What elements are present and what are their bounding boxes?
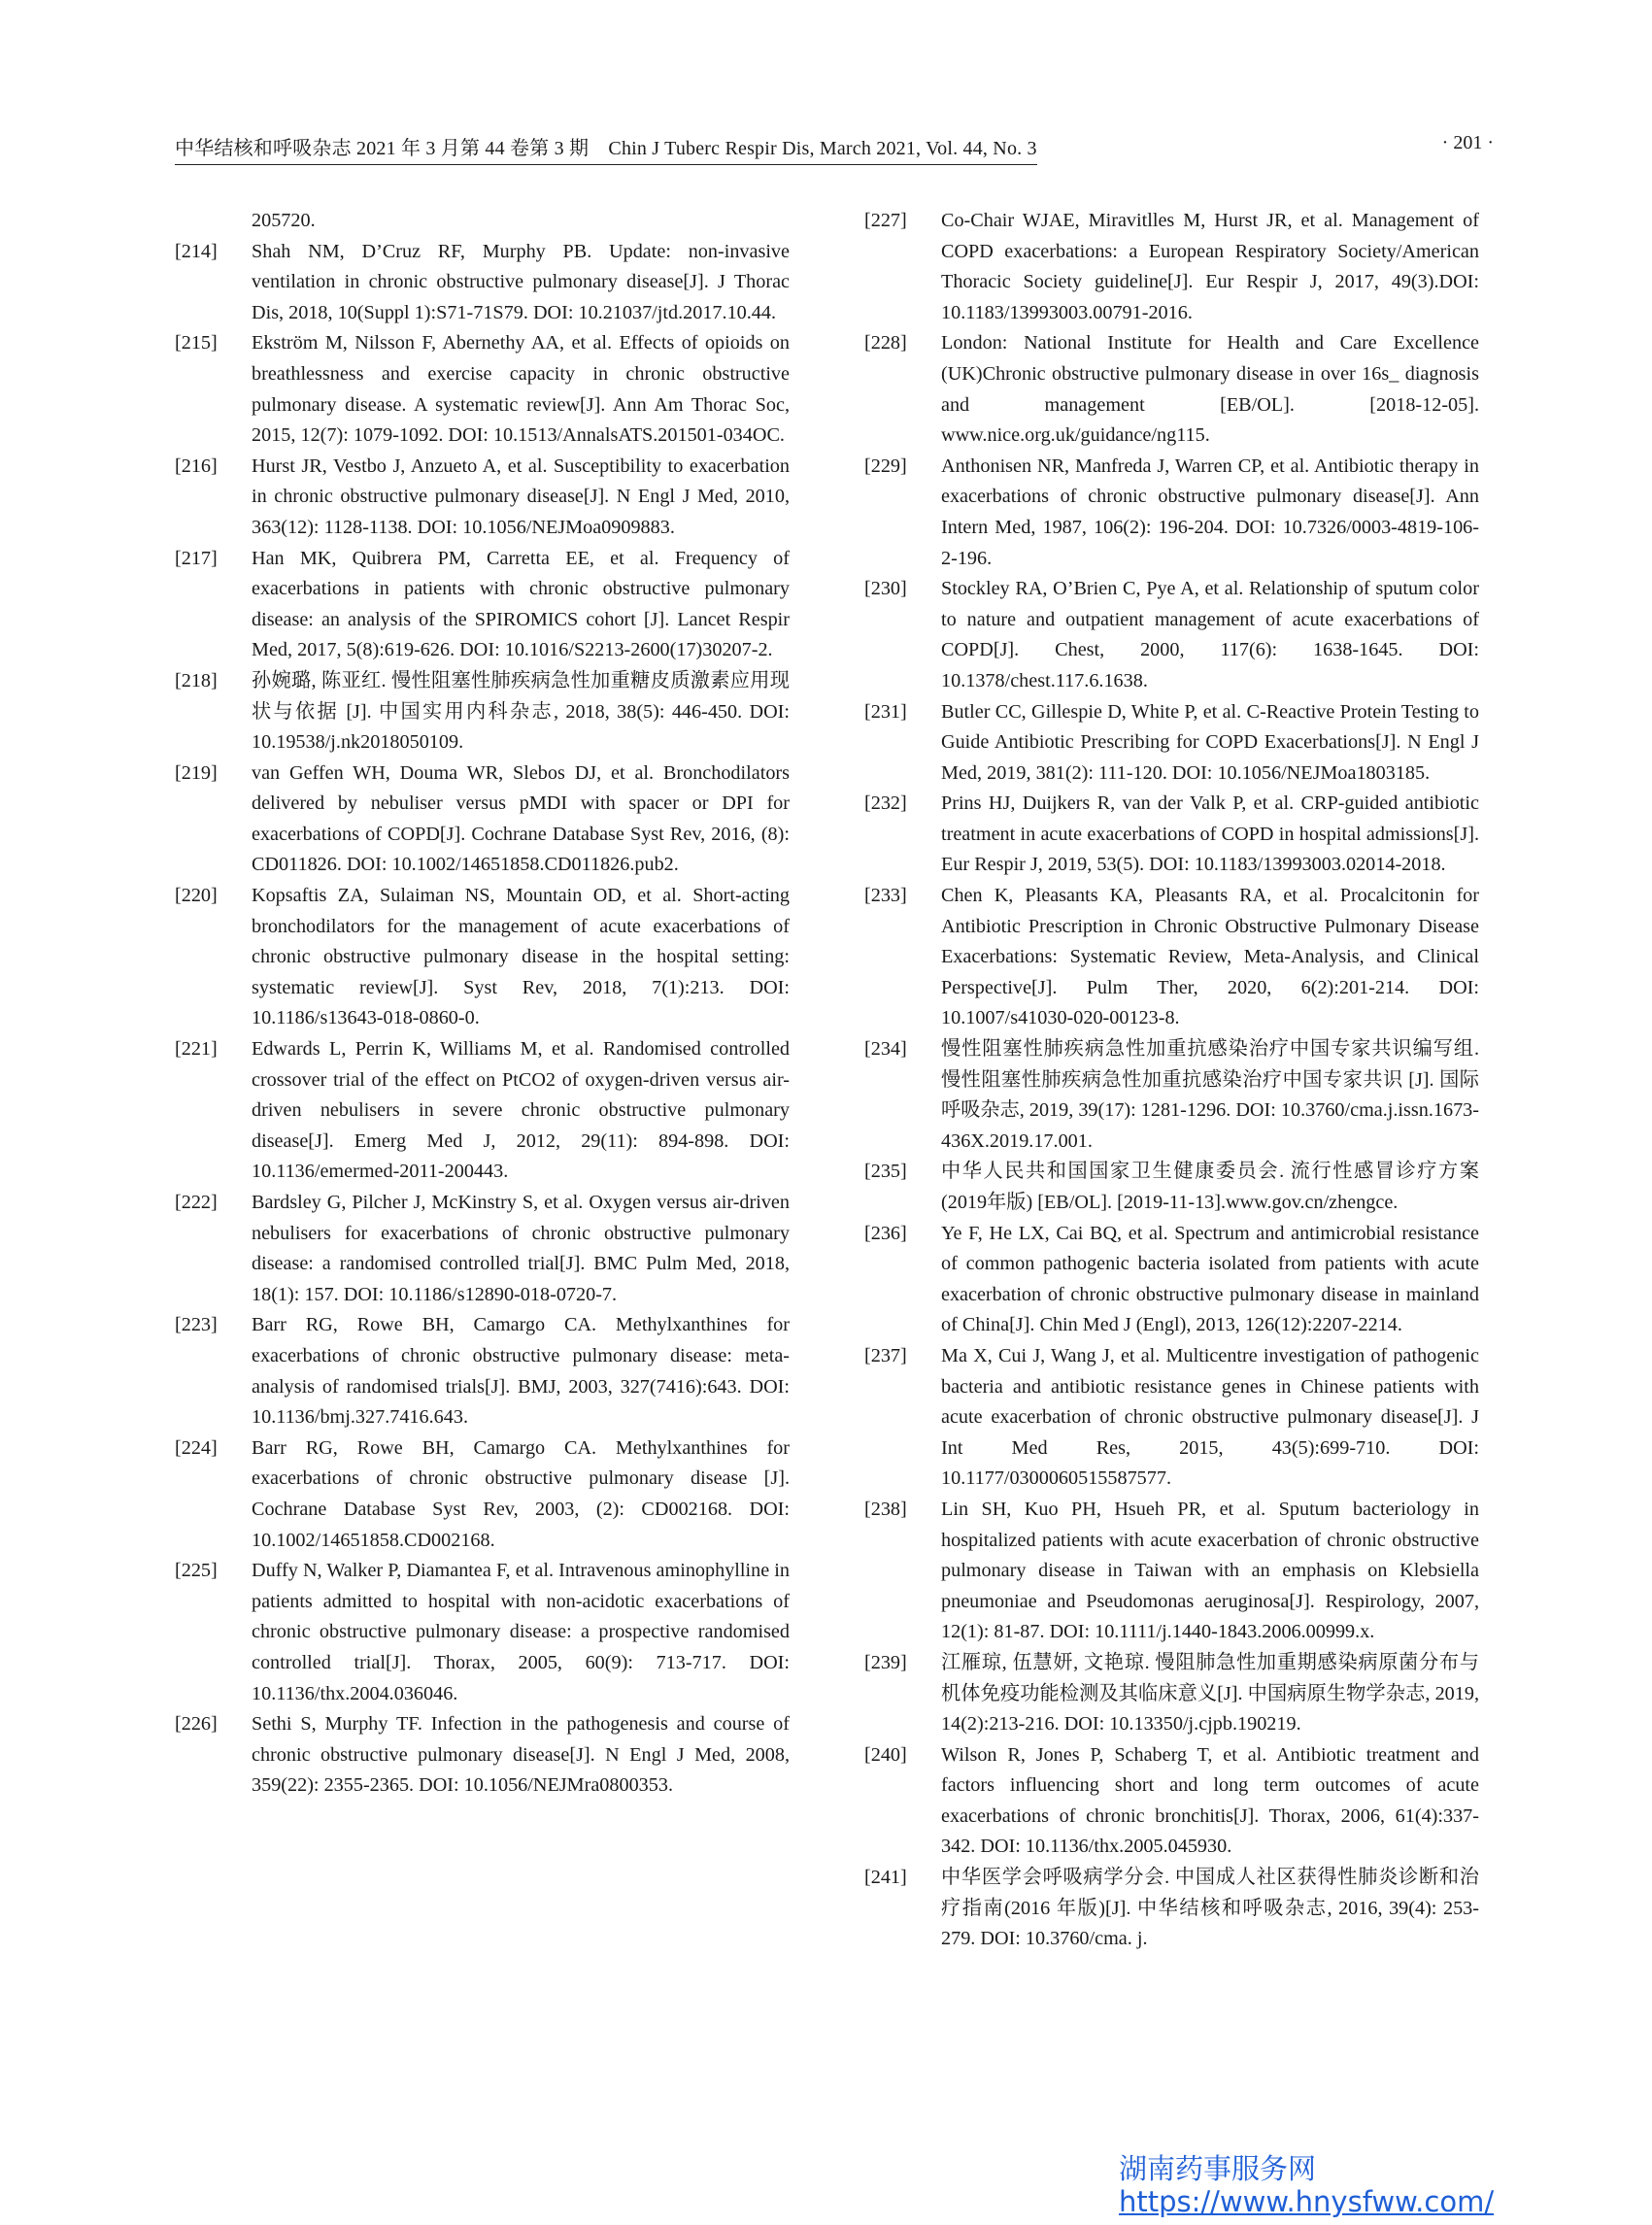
reference-number: [216] (175, 455, 218, 477)
reference-item (175, 1709, 790, 1802)
reference-item (864, 1034, 1479, 1157)
reference-text: Ye F, He LX, Cai BQ, et al. Spectrum and antimicrobial resistance of common pathogenic bacteria isolated from patients with acute exacerbation of chronic obstructive pulmonary disease in mainland of China[J]. Chin Med J (Engl), 2013, 126(12):2207-2214. (941, 1222, 1479, 1336)
reference-text: Ma X, Cui J, Wang J, et al. Multicentre investigation of pathogenic bacteria and antibiotic resistance genes in Chinese patients with acute exacerbation of chronic obstructive pulmonary disease[J]. J Int Med Res, 2015, 43(5):699-710. DOI: 10.1177/0300060515587577. (941, 1344, 1479, 1490)
reference-number: [239] (864, 1651, 907, 1673)
reference-text: Barr RG, Rowe BH, Camargo CA. Methylxanthines for exacerbations of chronic obstructive pulmonary disease [J]. Cochrane Database Syst Rev, 2003, (2): CD002168. DOI: 10.1002/14651858.CD002168. (252, 1436, 790, 1551)
reference-text: Co-Chair WJAE, Miravitlles M, Hurst JR, et al. Management of COPD exacerbations: a European Respiratory Society/American Thoracic Society guideline[J]. Eur Respir J, 2017, 49(3).DOI: 10.1183/13993003.00791-2016. (941, 210, 1479, 323)
reference-item (175, 881, 790, 1034)
reference-item (175, 328, 790, 451)
reference-continuation: 205720. (252, 210, 316, 231)
reference-text: 慢性阻塞性肺疾病急性加重抗感染治疗中国专家共识编写组. 慢性阻塞性肺疾病急性加重抗感染治疗中国专家共识 [J]. 国际呼吸杂志, 2019, 39(17): 1281-1296. DOI: 10.3760/cma.j.issn.1673-436X.2019.17.001. (941, 1038, 1479, 1152)
reference-item (175, 1556, 790, 1709)
reference-item (175, 544, 790, 666)
reference-number: [227] (864, 210, 907, 231)
reference-text: Hurst JR, Vestbo J, Anzueto A, et al. Susceptibility to exacerbation in chronic obstructive pulmonary disease[J]. N Engl J Med, 2010, 363(12): 1128-1138. DOI: 10.1056/NEJMoa0909883. (252, 455, 790, 538)
reference-item (864, 206, 1479, 328)
reference-text: Sethi S, Murphy TF. Infection in the pathogenesis and course of chronic obstructive pulmonary disease[J]. N Engl J Med, 2008, 359(22): 2355-2365. DOI: 10.1056/NEJMra0800353. (252, 1713, 790, 1797)
reference-number: [232] (864, 792, 907, 815)
site-watermark (1119, 2152, 1507, 2218)
reference-text: Wilson R, Jones P, Schaberg T, et al. Antibiotic treatment and factors influencing short and long term outcomes of acute exacerbations of chronic bronchitis[J]. Thorax, 2006, 61(4):337-342. DOI: 10.1136/thx.2005.045930. (941, 1743, 1479, 1858)
reference-item (864, 1740, 1479, 1863)
reference-number: [214] (175, 240, 218, 262)
reference-number: [240] (864, 1743, 907, 1766)
reference-number: [229] (864, 455, 907, 477)
reference-text: Bardsley G, Pilcher J, McKinstry S, et al. Oxygen versus air-driven nebulisers for exacerbations of chronic obstructive pulmonary disease: a randomised controlled trial[J]. BMC Pulm Med, 2018, 18(1): 157. DOI: 10.1186/s12890-018-0720-7. (252, 1192, 790, 1305)
reference-item (864, 574, 1479, 696)
reference-item (864, 1341, 1479, 1495)
reference-text: Barr RG, Rowe BH, Camargo CA. Methylxanthines for exacerbations of chronic obstructive pulmonary disease: meta-analysis of randomised trials[J]. BMJ, 2003, 327(7416):643. DOI: 10.1136/bmj.327.7416.643. (252, 1314, 790, 1429)
reference-item (864, 1219, 1479, 1341)
right-reference-column (864, 206, 1479, 1955)
reference-text: Prins HJ, Duijkers R, van der Valk P, et al. CRP-guided antibiotic treatment in acute exacerbations of COPD in hospital admissions[J]. Eur Respir J, 2019, 53(5). DOI: 10.1183/13993003.02014-2018. (941, 792, 1479, 876)
journal-header: 中华结核和呼吸杂志 2021 年 3 月第 44 卷第 3 期 Chin J Tuberc Respir Dis, March 2021, Vol. 44, No. 3 (175, 132, 1037, 165)
reference-item (175, 1188, 790, 1310)
reference-text: London: National Institute for Health and Care Excellence (UK)Chronic obstructive pulmonary disease in over 16s_ diagnosis and management [EB/OL]. [2018-12-05]. www.nice.org.uk/guidance/ng115. (941, 332, 1479, 447)
reference-text: Lin SH, Kuo PH, Hsueh PR, et al. Sputum bacteriology in hospitalized patients with acute exacerbation of chronic obstructive pulmonary disease in Taiwan with an emphasis on Klebsiella pneumoniae and Pseudomonas aeruginosa[J]. Respirology, 2007, 12(1): 81-87. DOI: 10.1111/j.1440-1843.2006.00999.x. (941, 1498, 1479, 1643)
reference-number: [234] (864, 1038, 907, 1061)
reference-item (864, 1648, 1479, 1740)
reference-number: [233] (864, 885, 907, 907)
right-reference-list (864, 206, 1479, 1955)
reference-number: [237] (864, 1344, 907, 1366)
reference-item (864, 1495, 1479, 1648)
reference-number: [215] (175, 332, 218, 354)
reference-number: [235] (864, 1161, 907, 1183)
reference-number: [217] (175, 547, 218, 569)
reference-text: Duffy N, Walker P, Diamantea F, et al. Intravenous aminophylline in patients admitted to hospital with non-acidotic exacerbations of chronic obstructive pulmonary disease: a prospective randomised controlled trial[J]. Thorax, 2005, 60(9): 713-717. DOI: 10.1136/thx.2004.036046. (252, 1560, 790, 1704)
reference-number: [228] (864, 332, 907, 354)
reference-text: Edwards L, Perrin K, Williams M, et al. Randomised controlled crossover trial of the effect on PtCO2 of oxygen-driven versus air-driven nebulisers in severe chronic obstructive pulmonary disease[J]. Emerg Med J, 2012, 29(11): 894-898. DOI: 10.1136/emermed-2011-200443. (252, 1038, 790, 1183)
reference-item (864, 789, 1479, 881)
reference-number: [221] (175, 1038, 218, 1061)
reference-item (175, 1310, 790, 1433)
reference-item (175, 1433, 790, 1556)
reference-item (175, 237, 790, 329)
reference-number: [220] (175, 885, 218, 907)
reference-item (175, 452, 790, 544)
reference-item (864, 697, 1479, 790)
reference-text: 中华医学会呼吸病学分会. 中国成人社区获得性肺炎诊断和治疗指南(2016 年版)[J]. 中华结核和呼吸杂志, 2016, 39(4): 253-279. DOI: 10.3760/cma. j. (941, 1867, 1479, 1950)
reference-text: Ekström M, Nilsson F, Abernethy AA, et al. Effects of opioids on breathlessness and exercise capacity in chronic obstructive pulmonary disease. A systematic review[J]. Ann Am Thorac Soc, 2015, 12(7): 1079-1092. DOI: 10.1513/AnnalsATS.201501-034OC. (252, 332, 790, 447)
reference-item (864, 1157, 1479, 1218)
reference-number: [225] (175, 1560, 218, 1582)
reference-text: Anthonisen NR, Manfreda J, Warren CP, et al. Antibiotic therapy in exacerbations of chronic obstructive pulmonary disease[J]. Ann Intern Med, 1987, 106(2): 196-204. DOI: 10.7326/0003-4819-106-2-196. (941, 455, 1479, 569)
reference-text: 江雁琼, 伍慧妍, 文艳琼. 慢阻肺急性加重期感染病原菌分布与机体免疫功能检测及其临床意义[J]. 中国病原生物学杂志, 2019, 14(2):213-216. DOI: 10.13350/j.cjpb.190219. (941, 1651, 1479, 1736)
reference-item (175, 666, 790, 759)
reference-number: [230] (864, 578, 907, 600)
reference-item (864, 328, 1479, 451)
running-header (175, 132, 1494, 165)
reference-number: [224] (175, 1436, 218, 1459)
reference-number: [238] (864, 1498, 907, 1520)
reference-item (175, 759, 790, 881)
reference-text: Stockley RA, O’Brien C, Pye A, et al. Relationship of sputum color to nature and outpatient management of acute exacerbations of COPD[J]. Chest, 2000, 117(6): 1638-1645. DOI: 10.1378/chest.117.6.1638. (941, 578, 1479, 691)
reference-number: [218] (175, 669, 218, 691)
reference-text: 中华人民共和国国家卫生健康委员会. 流行性感冒诊疗方案 (2019年版) [EB/OL]. [2019-11-13].www.gov.cn/zhengce. (941, 1161, 1479, 1213)
reference-text: Butler CC, Gillespie D, White P, et al. C-Reactive Protein Testing to Guide Antibiotic Prescribing for COPD Exacerbations[J]. N Engl J Med, 2019, 381(2): 111-120. DOI: 10.1056/NEJMoa1803185. (941, 700, 1479, 784)
reference-number: [219] (175, 761, 218, 784)
page-number: · 201 · (1441, 132, 1494, 153)
left-reference-list (175, 237, 790, 1802)
reference-number: [241] (864, 1867, 907, 1889)
reference-item (175, 1034, 790, 1188)
reference-number: [236] (864, 1222, 907, 1244)
reference-text: van Geffen WH, Douma WR, Slebos DJ, et al. Bronchodilators delivered by nebuliser versus pMDI with spacer or DPI for exacerbations of COPD[J]. Cochrane Database Syst Rev, 2016, (8): CD011826. DOI: 10.1002/14651858.CD011826.pub2. (252, 761, 790, 876)
reference-text: Kopsaftis ZA, Sulaiman NS, Mountain OD, et al. Short-acting bronchodilators for the management of acute exacerbations of chronic obstructive pulmonary disease in the hospital setting: systematic review[J]. Syst Rev, 2018, 7(1):213. DOI: 10.1186/s13643-018-0860-0. (252, 885, 790, 1029)
reference-text: 孙婉璐, 陈亚红. 慢性阻塞性肺疾病急性加重糖皮质激素应用现状与依据 [J]. 中国实用内科杂志, 2018, 38(5): 446-450. DOI: 10.19538/j.nk2018050109. (252, 669, 790, 754)
reference-number: [223] (175, 1314, 218, 1336)
reference-number: [226] (175, 1713, 218, 1736)
left-reference-column (175, 206, 790, 1802)
reference-item (864, 881, 1479, 1034)
reference-item (864, 452, 1479, 574)
watermark-url-link[interactable]: https://www.hnysfww.com/ (1119, 2185, 1495, 2218)
reference-text: Chen K, Pleasants KA, Pleasants RA, et al. Procalcitonin for Antibiotic Prescription in Chronic Obstructive Pulmonary Disease Exacerbations: Systematic Review, Meta-Analysis, and Clinical Perspective[J]. Pulm Ther, 2020, 6(2):201-214. DOI: 10.1007/s41030-020-00123-8. (941, 885, 1479, 1029)
reference-text: Han MK, Quibrera PM, Carretta EE, et al. Frequency of exacerbations in patients with chronic obstructive pulmonary disease: an analysis of the SPIROMICS cohort [J]. Lancet Respir Med, 2017, 5(8):619-626. DOI: 10.1016/S2213-2600(17)30207-2. (252, 547, 790, 661)
reference-item (864, 1863, 1479, 1955)
reference-number: [231] (864, 700, 907, 723)
watermark-site-name: 湖南药事服务网 (1119, 2152, 1317, 2185)
reference-number: [222] (175, 1192, 218, 1213)
reference-text: Shah NM, D’Cruz RF, Murphy PB. Update: non-invasive ventilation in chronic obstructive pulmonary disease[J]. J Thorac Dis, 2018, 10(Suppl 1):S71-71S79. DOI: 10.21037/jtd.2017.10.44. (252, 240, 790, 323)
